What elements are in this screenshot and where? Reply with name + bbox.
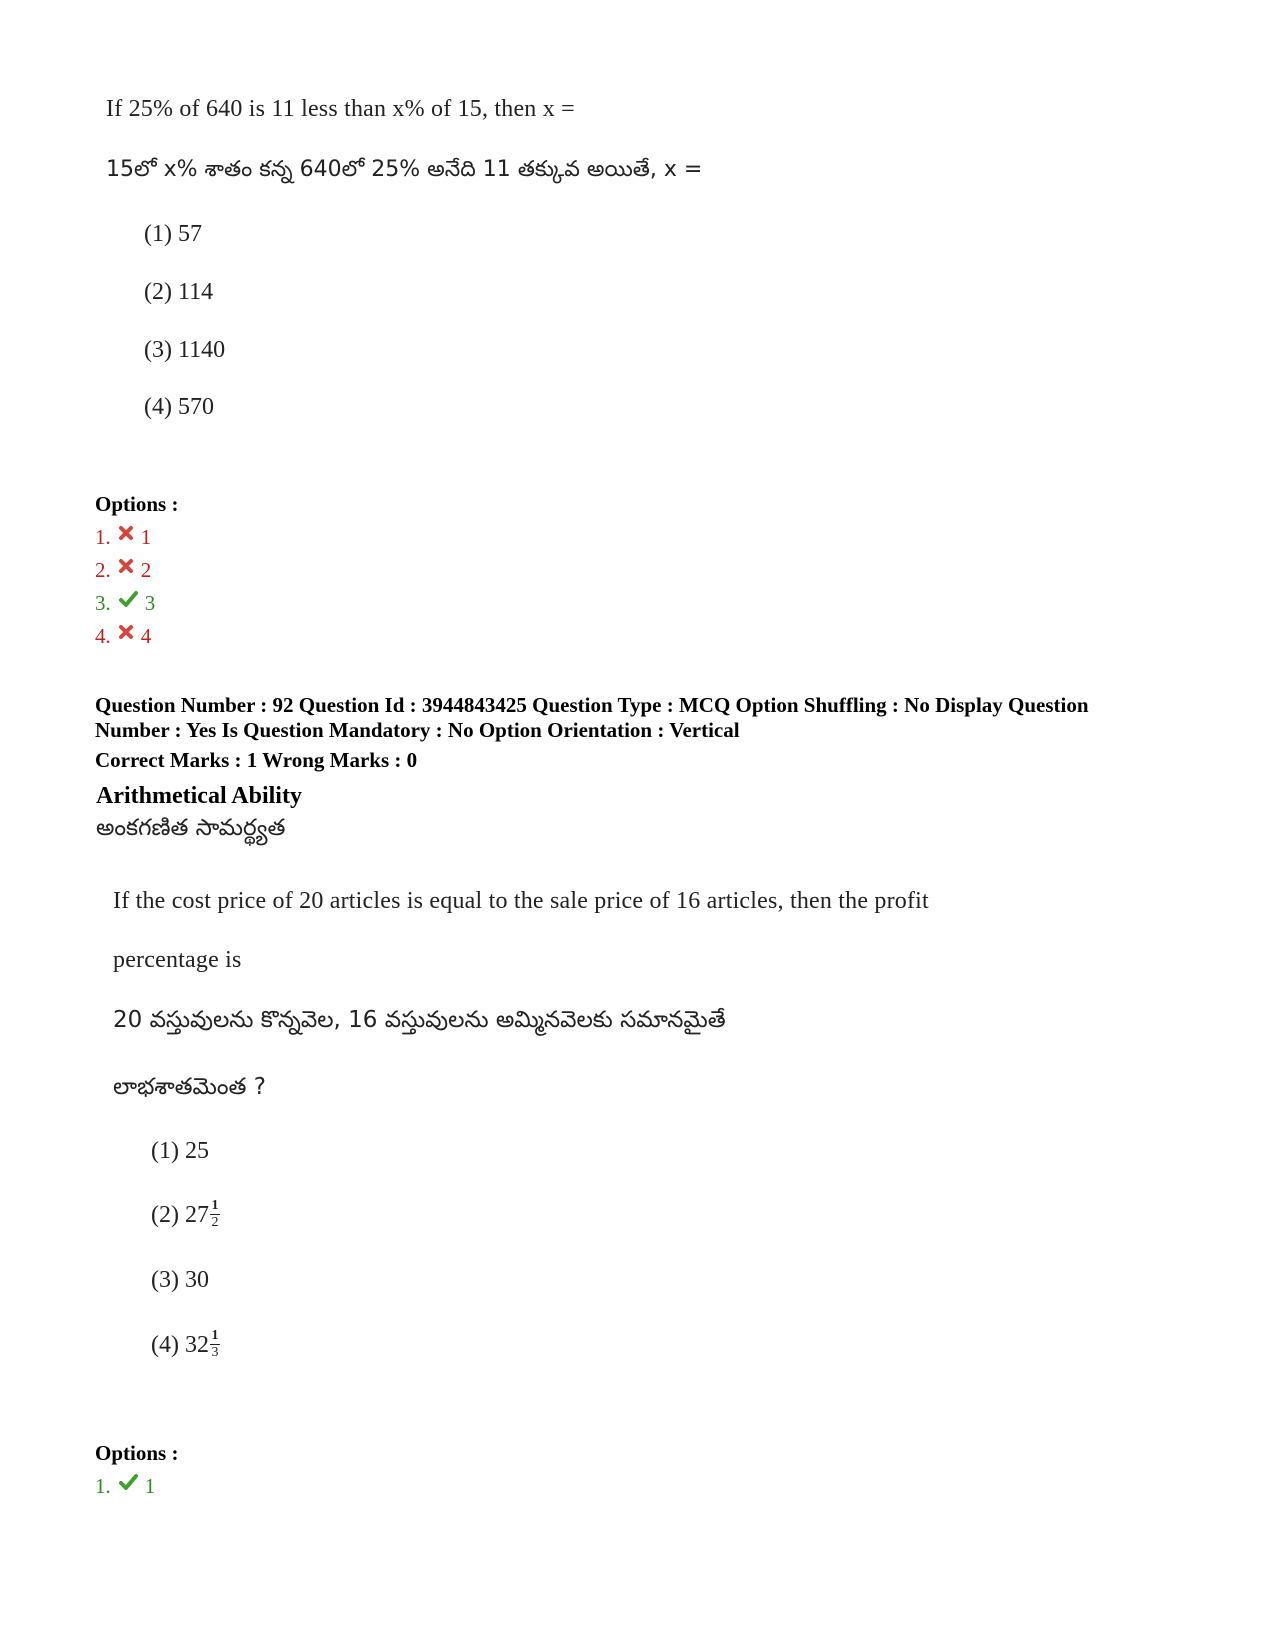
answer-value: 2: [140, 558, 152, 582]
choice-4-whole: (4) 32: [151, 1332, 209, 1359]
answer-value: 3: [144, 591, 156, 615]
answer-value: 1: [144, 1474, 156, 1498]
q92-answer-1: [95, 1474, 155, 1499]
choice-2-fraction: [210, 1199, 220, 1230]
q91-choice-2: (2) 114: [144, 279, 214, 305]
q92-marks: Correct Marks : 1 Wrong Marks : 0: [95, 748, 418, 772]
q91-english-text: If 25% of 640 is 11 less than x% of 15, then x =: [106, 96, 575, 122]
check-icon: [117, 590, 139, 608]
answer-value: 4: [140, 624, 152, 648]
q91-choice-1: (1) 57: [144, 221, 202, 247]
check-icon: [117, 1473, 139, 1491]
answer-value: 1: [140, 525, 152, 549]
q92-english-line-1: If the cost price of 20 articles is equal to the sale price of 16 articles, then the profit: [113, 888, 929, 914]
q91-telugu-text: 15లో x% శాతం కన్న 640లో 25% అనేది 11 తక్కువ అయితే, x =: [106, 157, 703, 182]
q91-answer-4: [95, 624, 151, 649]
q92-telugu-line-2: లాభశాతమెంత ?: [113, 1074, 266, 1100]
fraction-numerator: 1: [211, 1198, 219, 1213]
q92-choice-3: (3) 30: [151, 1267, 209, 1293]
q91-choice-4: (4) 570: [144, 394, 214, 420]
section-title-english: Arithmetical Ability: [96, 783, 302, 809]
q91-answer-2: [95, 558, 151, 583]
choice-4-fraction: [210, 1329, 220, 1360]
q92-choice-1: (1) 25: [151, 1138, 209, 1164]
q92-english-line-2: percentage is: [113, 947, 242, 973]
q91-options-label: Options :: [95, 492, 179, 516]
q91-answer-1: [95, 525, 151, 550]
answer-number: 2.: [95, 558, 111, 582]
q92-options-label: Options :: [95, 1441, 179, 1465]
q91-choice-3: (3) 1140: [144, 337, 226, 363]
choice-2-whole: (2) 27: [151, 1202, 209, 1229]
cross-icon: [117, 557, 135, 575]
q92-choice-2: [151, 1198, 220, 1232]
q92-choice-4: [151, 1328, 220, 1362]
q92-telugu-line-1: 20 వస్తువులను కొన్నవెల, 16 వస్తువులను అమ్మినవెలకు సమానమైతే: [113, 1007, 726, 1033]
fraction-denominator: 2: [211, 1215, 219, 1230]
answer-number: 1.: [95, 525, 111, 549]
answer-number: 4.: [95, 624, 111, 648]
section-title-telugu: అంకగణిత సామర్థ్యత: [96, 815, 286, 841]
fraction-numerator: 1: [211, 1328, 219, 1343]
answer-number: 3.: [95, 591, 111, 615]
q92-meta-line-1: Question Number : 92 Question Id : 3944843425 Question Type : MCQ Option Shuffling : No Display Question: [95, 693, 1089, 717]
answer-number: 1.: [95, 1474, 111, 1498]
q92-meta-line-2: Number : Yes Is Question Mandatory : No Option Orientation : Vertical: [95, 718, 740, 742]
fraction-denominator: 3: [211, 1345, 219, 1360]
q91-answer-3: [95, 591, 155, 616]
cross-icon: [117, 524, 135, 542]
cross-icon: [117, 623, 135, 641]
